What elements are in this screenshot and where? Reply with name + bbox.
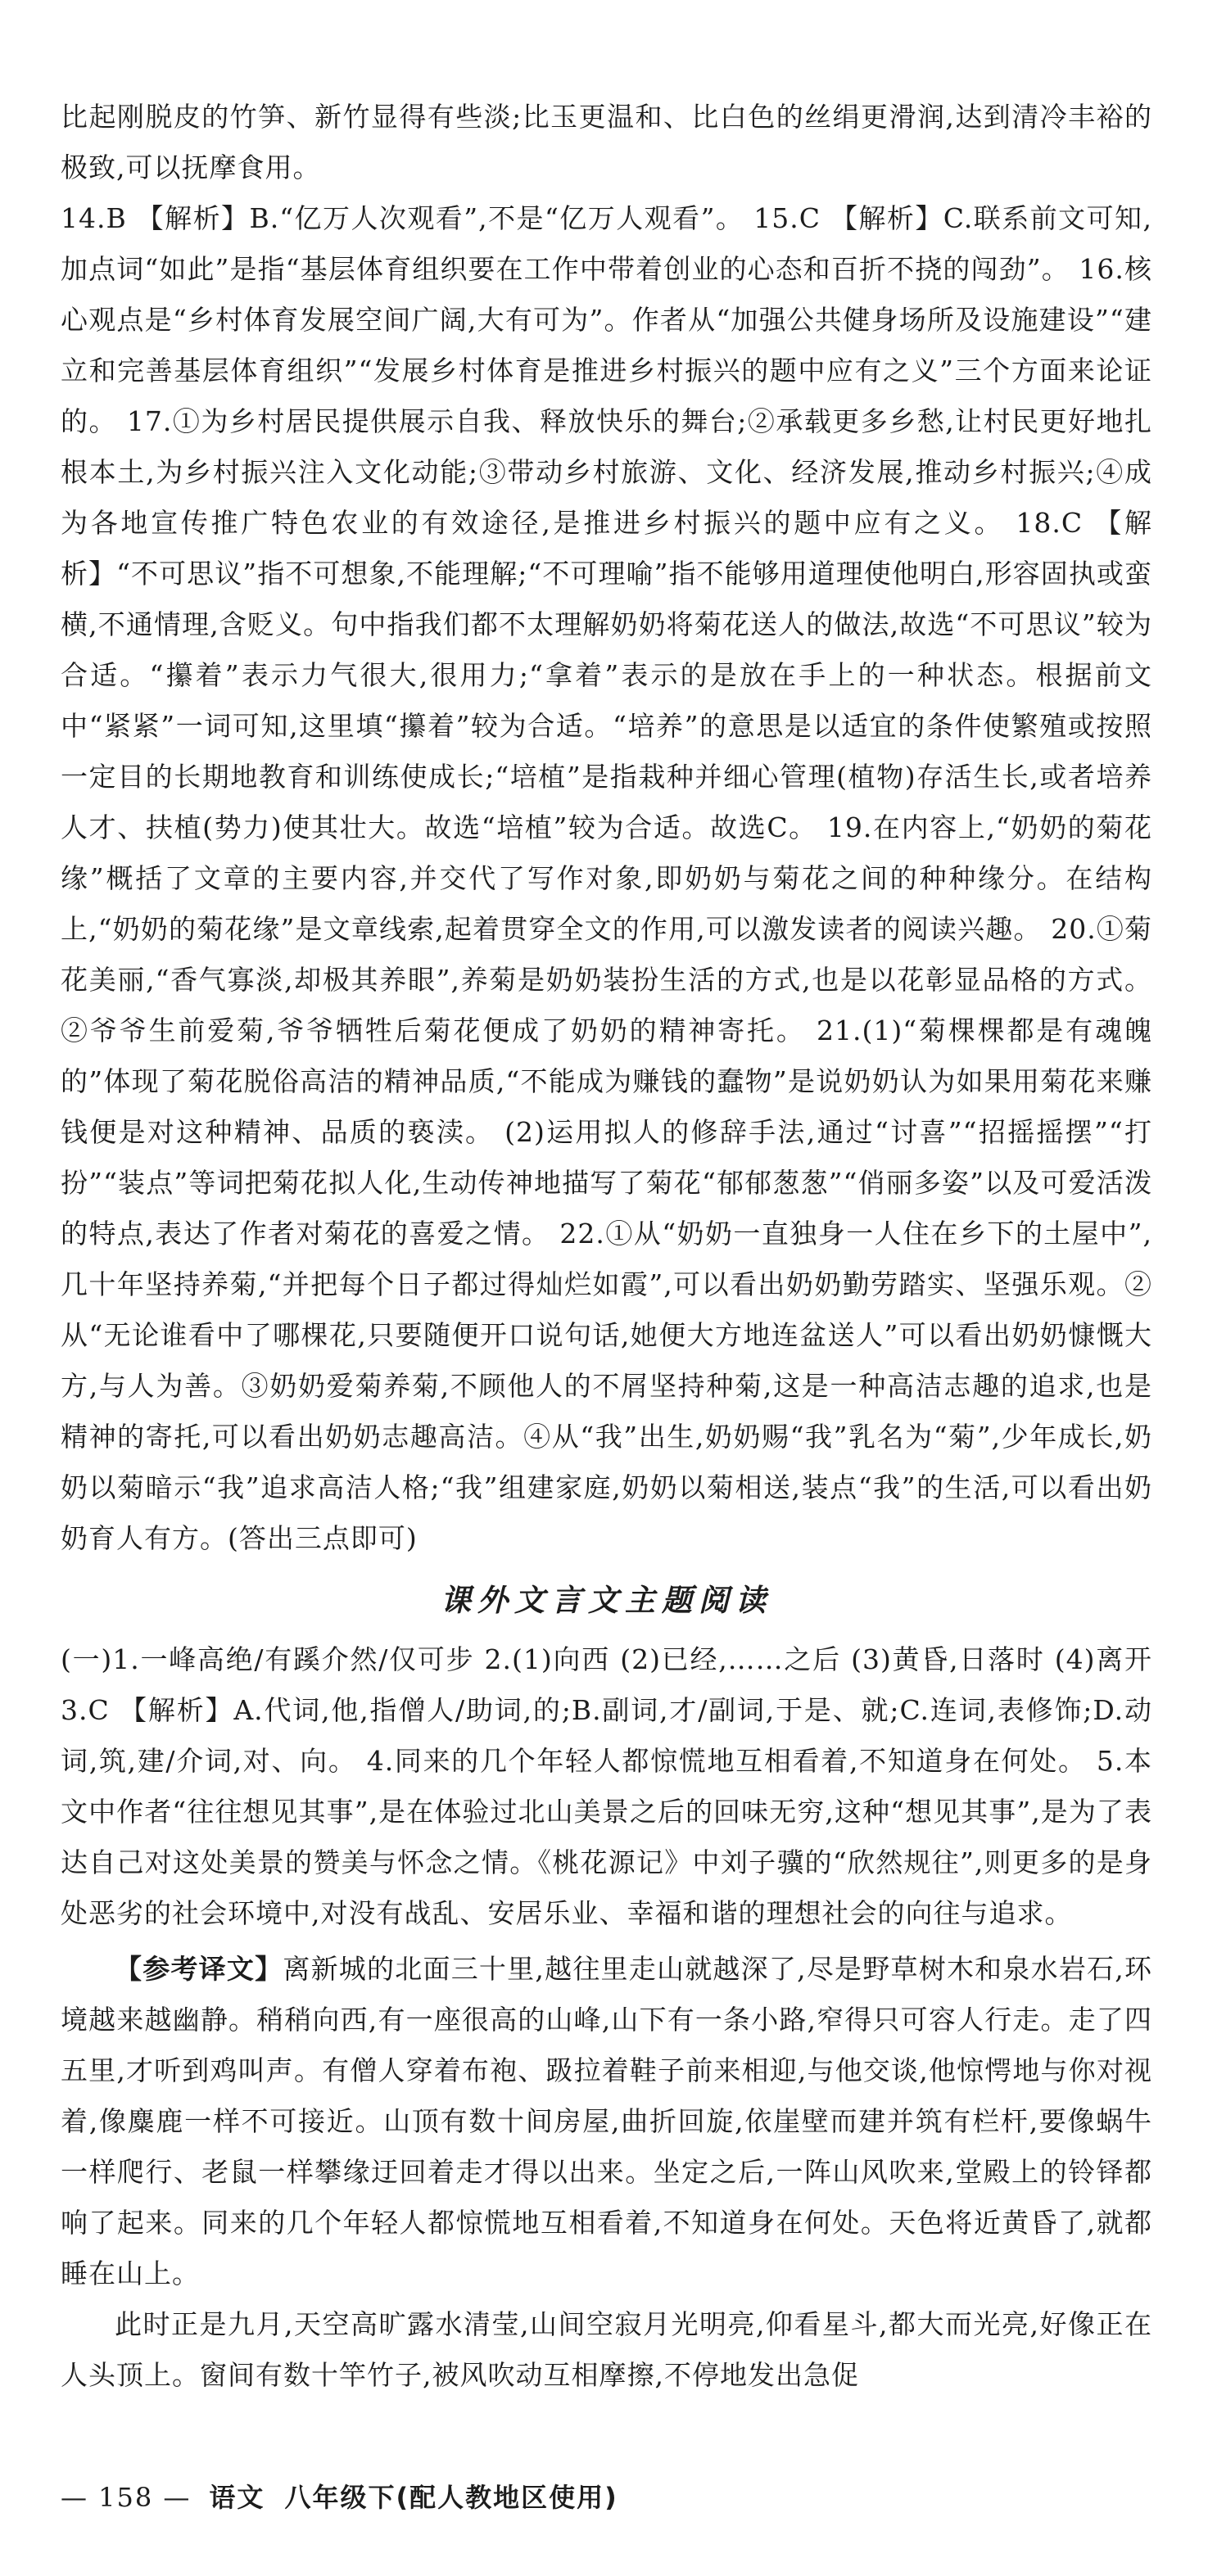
page-number: — 158 —	[61, 2482, 192, 2513]
reference-translation-paragraph-1	[61, 1944, 1152, 2299]
page-footer	[61, 2478, 618, 2517]
answer-paragraph-questions-14-22: 14.B 【解析】B.“亿万人次观看”,不是“亿万人观看”。 15.C 【解析】C.联系前文可知,加点词“如此”是指“基层体育组织要在工作中带着创业的心态和百折不挠的闯劲”。 16.核心观点是“乡村体育发展空间广阔,大有可为”。作者从“加强公共健身场所及设施建设”“建立和完善基层体育组织”“发展乡村体育是推进乡村振兴的题中应有之义”三个方面来论证的。 17.①为乡村居民提供展示自我、释放快乐的舞台;②承载更多乡愁,让村民更好地扎根本土,为乡村振兴注入文化动能;③带动乡村旅游、文化、经济发展,推动乡村振兴;④成为各地宣传推广特色农业的有效途径,是推进乡村振兴的题中应有之义。 18.C 【解析】“不可思议”指不可想象,不能理解;“不可理喻”指不能够用道理使他明白,形容固执或蛮横,不通情理,含贬义。句中指我们都不太理解奶奶将菊花送人的做法,故选“不可思议”较为合适。“攥着”表示力气很大,很用力;“拿着”表示的是放在手上的一种状态。根据前文中“紧紧”一词可知,这里填“攥着”较为合适。“培养”的意思是以适宜的条件使繁殖或按照一定目的长期地教育和训练使成长;“培植”是指栽种并细心管理(植物)存活生长,或者培养人才、扶植(势力)使其壮大。故选“培植”较为合适。故选C。 19.在内容上,“奶奶的菊花缘”概括了文章的主要内容,并交代了写作对象,即奶奶与菊花之间的种种缘分。在结构上,“奶奶的菊花缘”是文章线索,起着贯穿全文的作用,可以激发读者的阅读兴趣。 20.①菊花美丽,“香气寡淡,却极其养眼”,养菊是奶奶装扮生活的方式,也是以花彰显品格的方式。②爷爷生前爱菊,爷爷牺牲后菊花便成了奶奶的精神寄托。 21.(1)“菊棵棵都是有魂魄的”体现了菊花脱俗高洁的精神品质,“不能成为赚钱的蠢物”是说奶奶认为如果用菊花来赚钱便是对这种精神、品质的亵渎。 (2)运用拟人的修辞手法,通过“讨喜”“招摇摇摆”“打扮”“装点”等词把菊花拟人化,生动传神地描写了菊花“郁郁葱葱”“俏丽多姿”以及可爱活泼的特点,表达了作者对菊花的喜爱之情。 22.①从“奶奶一直独身一人住在乡下的土屋中”,几十年坚持养菊,“并把每个日子都过得灿烂如霞”,可以看出奶奶勤劳踏实、坚强乐观。②从“无论谁看中了哪棵花,只要随便开口说句话,她便大方地连盆送人”可以看出奶奶慷慨大方,与人为善。③奶奶爱菊养菊,不顾他人的不屑坚持种菊,这是一种高洁志趣的追求,也是精神的寄托,可以看出奶奶志趣高洁。④从“我”出生,奶奶赐“我”乳名为“菊”,少年成长,奶奶以菊暗示“我”追求高洁人格;“我”组建家庭,奶奶以菊相送,装点“我”的生活,可以看出奶奶育人有方。(答出三点即可)	[61, 202, 1152, 1554]
section-title: 课外文言文主题阅读	[441, 1582, 772, 1618]
footer-grade-info: 八年级下(配人教地区使用)	[284, 2482, 618, 2513]
footer-subject: 语文	[209, 2482, 265, 2513]
section1-answers: (一)1.一峰高绝/有蹊介然/仅可步 2.(1)向西 (2)已经,……之后 (3)黄昏,日落时 (4)离开 3.C 【解析】A.代词,他,指僧人/助词,的;B.副词,才/副词,于是、就;C.连词,表修饰;D.动词,筑,建/介词,对、向。 4.同来的几个年轻人都惊慌地互相看着,不知道身在何处。 5.本文中作者“往往想见其事”,是在体验过北山美景之后的回味无穷,这种“想见其事”,是为了表达自己对这处美景的赞美与怀念之情。《桃花源记》中刘子骥的“欣然规往”,则更多的是身处恶劣的社会环境中,对没有战乱、安居乐业、幸福和谐的理想社会的向往与追求。	[61, 1643, 1152, 1929]
reference-translation-paragraph-2: 此时正是九月,天空高旷露水清莹,山间空寂月光明亮,仰看星斗,都大而光亮,好像正在人头顶上。窗间有数十竿竹子,被风吹动互相摩擦,不停地发出急促	[61, 2308, 1152, 2391]
reference-translation-label: 【参考译文】	[115, 1953, 283, 1985]
answer-paragraph-continuation: 比起刚脱皮的竹笋、新竹显得有些淡;比玉更温和、比白色的丝绢更滑润,达到清冷丰裕的极致,可以抚摩食用。	[61, 101, 1152, 183]
reference-translation-text-1: 离新城的北面三十里,越往里走山就越深了,尽是野草树木和泉水岩石,环境越来越幽静。稍稍向西,有一座很高的山峰,山下有一条小路,窄得只可容人行走。走了四五里,才听到鸡叫声。有僧人穿着布袍、趿拉着鞋子前来相迎,与他交谈,他惊愕地与你对视着,像麋鹿一样不可接近。山顶有数十间房屋,曲折回旋,依崖壁而建并筑有栏杆,要像蜗牛一样爬行、老鼠一样攀缘迂回着走才得以出来。坐定之后,一阵山风吹来,堂殿上的铃铎都响了起来。同来的几个年轻人都惊慌地互相看着,不知道身在何处。天色将近黄昏了,就都睡在山上。	[61, 1953, 1152, 2289]
